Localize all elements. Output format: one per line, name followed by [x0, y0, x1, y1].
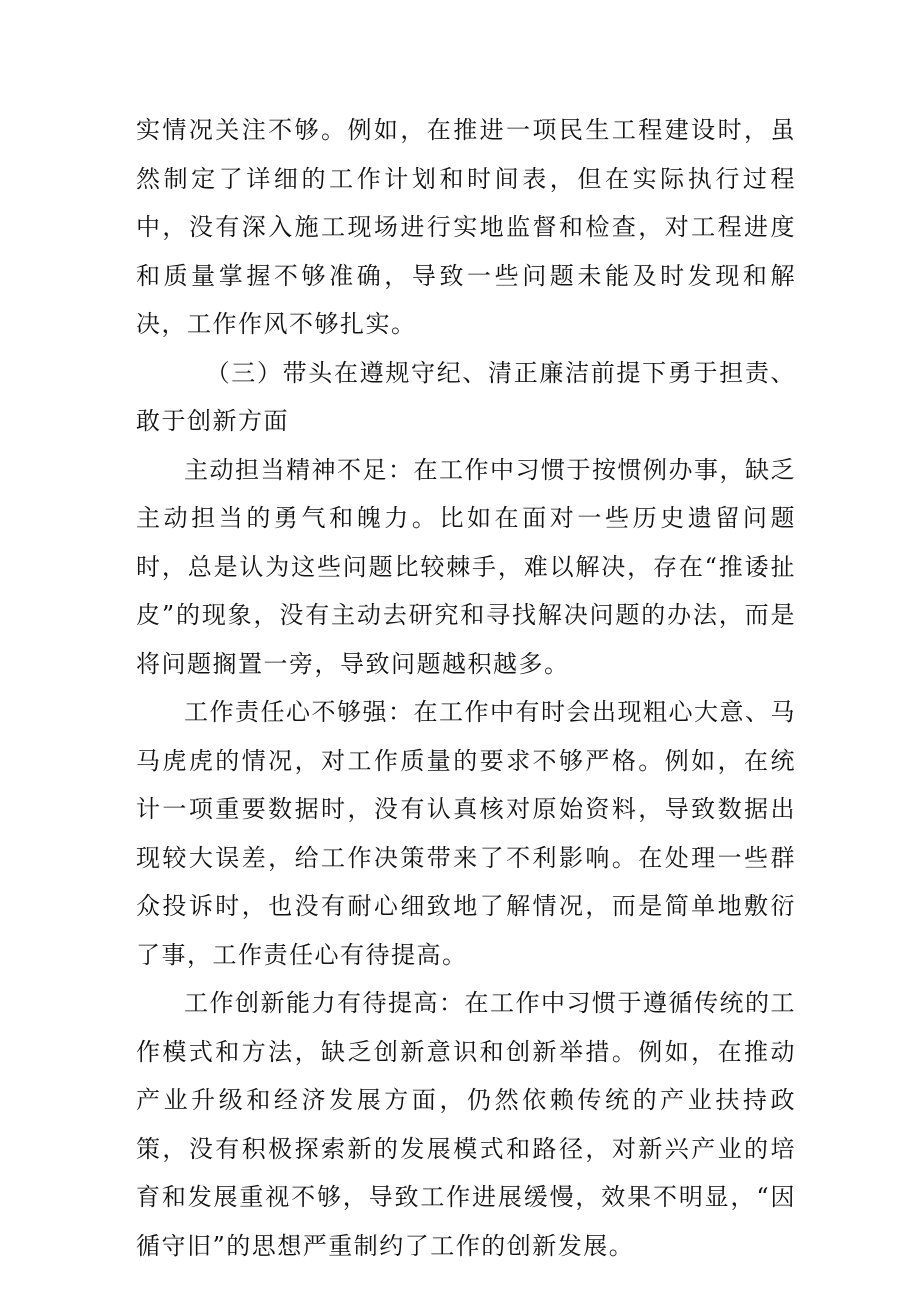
paragraph-innovation: 工作创新能力有待提高：在工作中习惯于遵循传统的工作模式和方法，缺乏创新意识和创新举措。例如，在推动产业升级和经济发展方面，仍然依赖传统的产业扶持政策，没有积极探索新的发展模式和路径，对新兴产业的培育和发展重视不够，导致工作进展缓慢，效果不明显，“因循守旧”的思想严重制约了工作的创新发展。 — [136, 989, 796, 1260]
paragraph-responsibility: 工作责任心不够强：在工作中有时会出现粗心大意、马马虎虎的情况，对工作质量的要求不够严格。例如，在统计一项重要数据时，没有认真核对原始资料，导致数据出现较大误差，给工作决策带来了不利影响。在处理一些群众投诉时，也没有耐心细致地了解情况，而是简单地敷衍了事，工作责任心有待提高。 — [136, 698, 796, 969]
document-body — [136, 106, 796, 1270]
paragraph-continued: 实情况关注不够。例如，在推进一项民生工程建设时，虽然制定了详细的工作计划和时间表，但在实际执行过程中，没有深入施工现场进行实地监督和检查，对工程进度和质量掌握不够准确，导致一些问题未能及时发现和解决，工作作风不够扎实。 — [136, 116, 796, 338]
section-heading: （三）带头在遵规守纪、清正廉洁前提下勇于担责、敢于创新方面 — [136, 358, 796, 435]
paragraph-initiative: 主动担当精神不足：在工作中习惯于按惯例办事，缺乏主动担当的勇气和魄力。比如在面对一些历史遗留问题时，总是认为这些问题比较棘手，难以解决，存在“推诿扯皮”的现象，没有主动去研究和寻找解决问题的办法，而是将问题搁置一旁，导致问题越积越多。 — [136, 455, 796, 678]
